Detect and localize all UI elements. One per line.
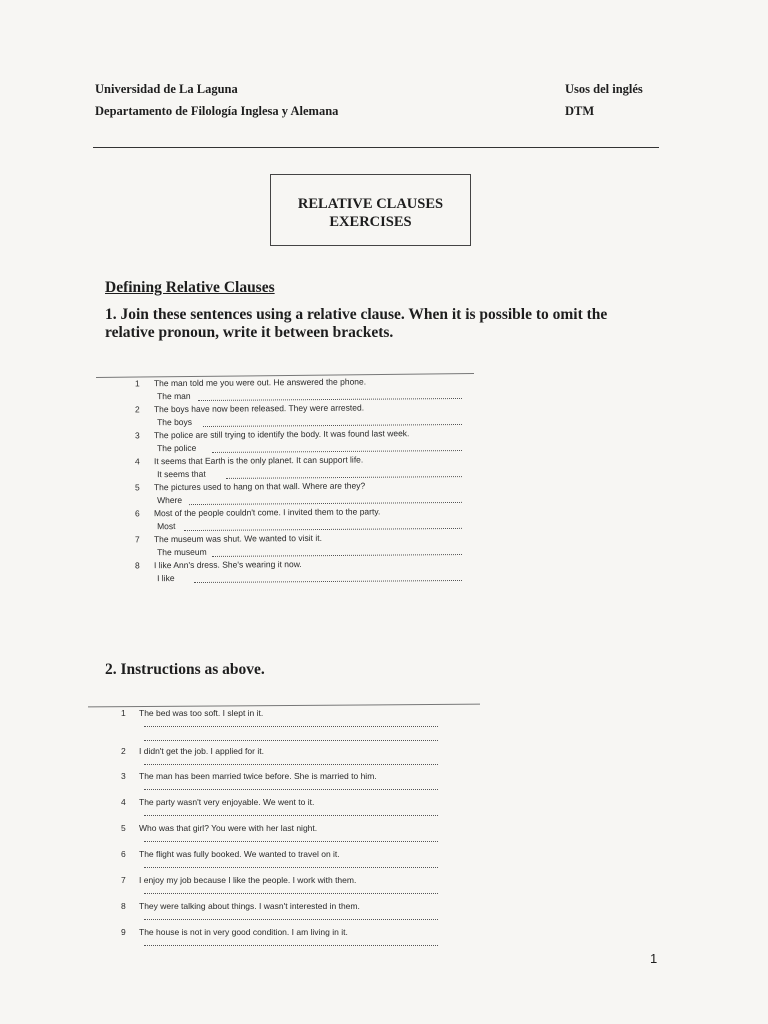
page-number: 1 bbox=[650, 951, 658, 966]
item-sentence: The man told me you were out. He answered the phone. bbox=[153, 376, 367, 389]
item-number: 1 bbox=[121, 708, 126, 718]
department-name: Departamento de Filología Inglesa y Alemana bbox=[95, 104, 339, 118]
answer-line[interactable] bbox=[144, 764, 438, 765]
title-line-2: EXERCISES bbox=[329, 214, 412, 230]
item-number: 7 bbox=[134, 534, 140, 545]
item-sentence: The bed was too soft. I slept in it. bbox=[139, 708, 264, 718]
exercise2-instruction: 2. Instructions as above. bbox=[105, 661, 265, 678]
item-prompt: I like bbox=[157, 573, 175, 584]
item-sentence: The police are still trying to identify the body. It was found last week. bbox=[153, 428, 410, 441]
exercise2-top-line bbox=[88, 704, 480, 708]
item-prompt: The police bbox=[157, 442, 197, 454]
item-sentence: The party wasn't very enjoyable. We went to it. bbox=[139, 797, 315, 807]
item-number: 8 bbox=[134, 560, 140, 571]
item-number: 5 bbox=[121, 823, 126, 833]
item-sentence: I like Ann's dress. She's wearing it now. bbox=[153, 559, 302, 571]
item-number: 3 bbox=[121, 771, 126, 781]
university-name: Universidad de La Laguna bbox=[95, 82, 238, 96]
item-number: 6 bbox=[121, 849, 126, 859]
item-number: 4 bbox=[134, 456, 140, 467]
item-sentence: The boys have now been released. They were arrested. bbox=[153, 402, 365, 415]
item-sentence: The museum was shut. We wanted to visit it. bbox=[153, 532, 323, 545]
item-number: 2 bbox=[134, 404, 140, 415]
exercise2-item bbox=[121, 901, 451, 915]
header-divider bbox=[93, 147, 659, 148]
item-sentence: Most of the people couldn't come. I invited them to the party. bbox=[153, 506, 381, 519]
item-number: 2 bbox=[121, 746, 126, 756]
item-prompt: Where bbox=[157, 494, 183, 506]
item-sentence: The pictures used to hang on that wall. Where are they? bbox=[153, 480, 366, 493]
exercise2-item bbox=[121, 708, 451, 722]
exercise2-item bbox=[121, 875, 451, 889]
exercise2-item bbox=[121, 849, 451, 863]
item-sentence: It seems that Earth is the only planet. It can support life. bbox=[153, 454, 364, 467]
exercise2-item bbox=[121, 746, 451, 760]
answer-line[interactable] bbox=[144, 740, 438, 741]
exercise2-item bbox=[121, 927, 451, 941]
course-code: DTM bbox=[565, 104, 595, 118]
item-number: 6 bbox=[134, 508, 140, 519]
course-name: Usos del inglés bbox=[565, 82, 643, 96]
item-prompt: It seems that bbox=[157, 468, 206, 480]
answer-line[interactable] bbox=[144, 726, 438, 727]
item-sentence: I didn't get the job. I applied for it. bbox=[139, 746, 264, 756]
item-number: 5 bbox=[134, 482, 140, 493]
item-number: 4 bbox=[121, 797, 126, 807]
section-heading: Defining Relative Clauses bbox=[105, 279, 275, 296]
item-prompt: The man bbox=[157, 390, 191, 402]
title-line-1: RELATIVE CLAUSES bbox=[297, 196, 444, 212]
item-sentence: The house is not in very good condition. I am living in it. bbox=[139, 927, 348, 937]
exercise2-item bbox=[121, 771, 451, 785]
answer-line[interactable] bbox=[144, 945, 438, 946]
answer-line[interactable] bbox=[144, 841, 438, 842]
item-prompt: The museum bbox=[157, 546, 207, 558]
item-number: 3 bbox=[134, 430, 140, 441]
title-box bbox=[270, 174, 471, 246]
answer-line[interactable] bbox=[144, 789, 438, 790]
exercise2-item bbox=[121, 823, 451, 837]
answer-line[interactable] bbox=[144, 893, 438, 894]
exercise2-item bbox=[121, 797, 451, 811]
exercise1-instruction: 1. Join these sentences using a relative clause. When it is possible to omit the relative pronoun, write it between brackets. bbox=[105, 306, 608, 341]
item-number: 7 bbox=[121, 875, 126, 885]
item-sentence: The flight was fully booked. We wanted to travel on it. bbox=[139, 849, 340, 859]
item-number: 8 bbox=[121, 901, 126, 911]
item-sentence: I enjoy my job because I like the people. I work with them. bbox=[139, 875, 357, 885]
item-prompt: Most bbox=[157, 521, 176, 532]
answer-line[interactable] bbox=[144, 867, 438, 868]
answer-line[interactable] bbox=[144, 815, 438, 816]
item-number: 9 bbox=[121, 927, 126, 937]
item-sentence: They were talking about things. I wasn't interested in them. bbox=[139, 901, 360, 911]
item-sentence: Who was that girl? You were with her last night. bbox=[139, 823, 318, 833]
item-number: 1 bbox=[134, 378, 140, 389]
item-sentence: The man has been married twice before. She is married to him. bbox=[139, 771, 377, 781]
answer-line[interactable] bbox=[144, 919, 438, 920]
item-prompt: The boys bbox=[157, 416, 193, 428]
